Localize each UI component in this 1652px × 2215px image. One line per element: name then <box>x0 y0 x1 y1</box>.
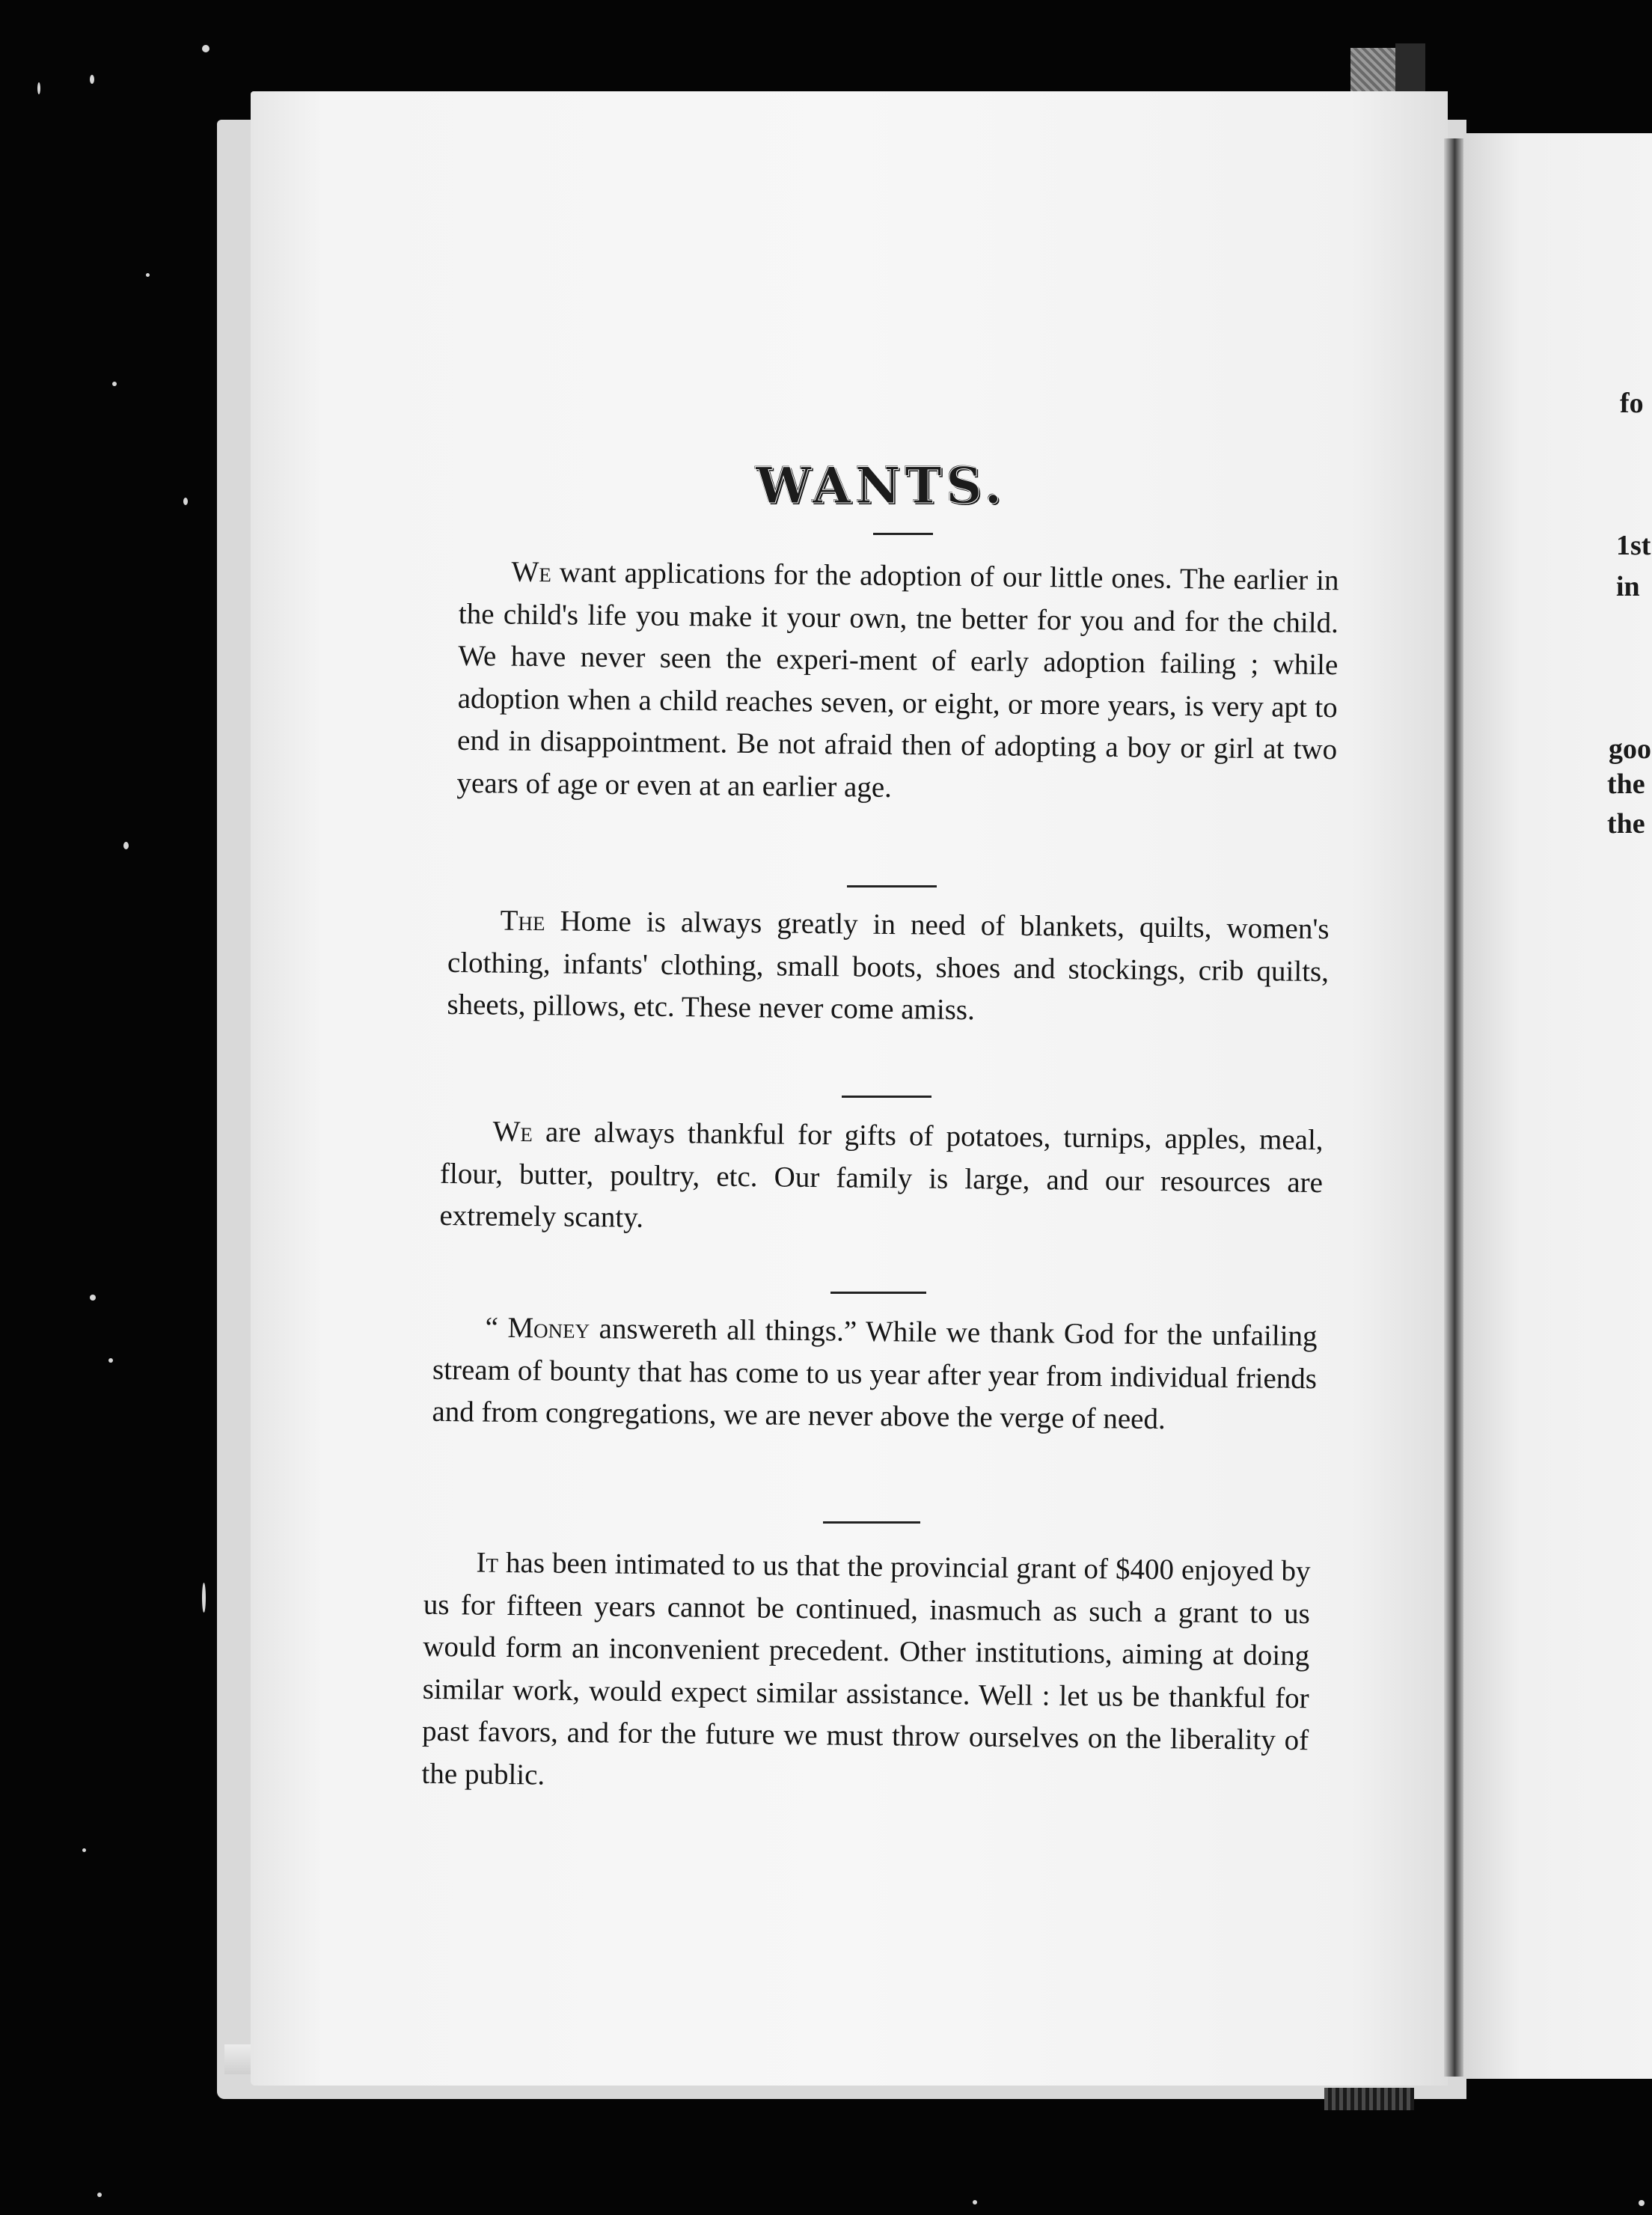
facing-page-fragment: goo <box>1609 733 1651 765</box>
paragraph-lead: The <box>500 904 545 938</box>
divider-rule <box>873 533 933 535</box>
facing-page-fragment: the <box>1607 808 1645 840</box>
facing-page-fragment: fo <box>1620 388 1644 419</box>
paragraph-text: are always thankful for gifts of potatoes, turnips, apples, meal, flour, butter, poultry, etc. Our family is large, and our resources are extremely scanty. <box>439 1116 1324 1234</box>
paragraph-lead: It <box>476 1546 499 1579</box>
scan-speck <box>82 1848 86 1852</box>
divider-rule <box>847 885 937 887</box>
paragraph-text: Home is always greatly in need of blankets, quilts, women's clothing, infants' clothing, small boots, shoes and stockings, crib quilts, sheets, pillows, etc. These never come amiss. <box>447 905 1330 1027</box>
paragraph-needs <box>447 899 1330 1036</box>
scan-speck <box>1639 2200 1645 2206</box>
scan-speck <box>146 273 150 277</box>
paragraph-adoption <box>456 551 1339 813</box>
paragraph-text: want applications for the adoption of our little ones. The earlier in the child's life you make it your own, tne better for you and for the child. We have never seen the experi-ment of early adoption failing ; while adoption when a child reaches seven, or eight, or more years, is very apt to end in disappointment. Be not afraid then of adopting a boy or girl at two years of age or even at an earlier age. <box>456 556 1339 804</box>
book-gutter <box>1444 138 1463 2077</box>
paragraph-gifts <box>439 1110 1324 1247</box>
divider-rule <box>842 1096 931 1098</box>
scan-speck <box>202 45 209 52</box>
paragraph-lead: We <box>511 555 552 589</box>
scan-speck <box>123 842 129 849</box>
scan-speck <box>108 1358 113 1363</box>
facing-page-fragment: in <box>1616 571 1640 602</box>
scan-speck <box>37 82 40 94</box>
scan-speck <box>112 382 117 386</box>
paragraph-money <box>432 1307 1318 1443</box>
divider-rule <box>830 1292 926 1294</box>
paragraph-text: has been intimated to us that the provincial grant of $400 enjoyed by us for fifteen years cannot be continued, inasmuch as such a grant to us would form an inconvenient precedent. Other institutions, aiming at doing similar work, would expect similar assistance. Well : let us be thankful for past favors, and for the future we must throw ourselves on the liberality of the public. <box>421 1546 1311 1791</box>
facing-page-fragment: the <box>1607 769 1645 800</box>
divider-rule <box>823 1521 920 1524</box>
scan-speck <box>183 498 188 505</box>
scan-speck <box>97 2193 102 2197</box>
scan-speck <box>202 1583 206 1613</box>
scan-strip <box>1324 2088 1414 2110</box>
paragraph-grant <box>421 1542 1310 1804</box>
scan-speck <box>90 1295 96 1301</box>
paragraph-lead: “ Money <box>485 1311 590 1345</box>
facing-page-fragment: 1st <box>1616 530 1651 561</box>
paragraph-text: answereth all things.” While we thank God for the unfailing stream of bounty that has come to us year after year from individual friends and from congregations, we are never above the verge of need. <box>432 1313 1318 1436</box>
page-title: WANTS. <box>756 456 1006 515</box>
scan-speck <box>90 75 94 84</box>
scan-speck <box>973 2200 977 2205</box>
facing-page <box>1463 133 1652 2079</box>
paragraph-lead: We <box>492 1115 533 1149</box>
